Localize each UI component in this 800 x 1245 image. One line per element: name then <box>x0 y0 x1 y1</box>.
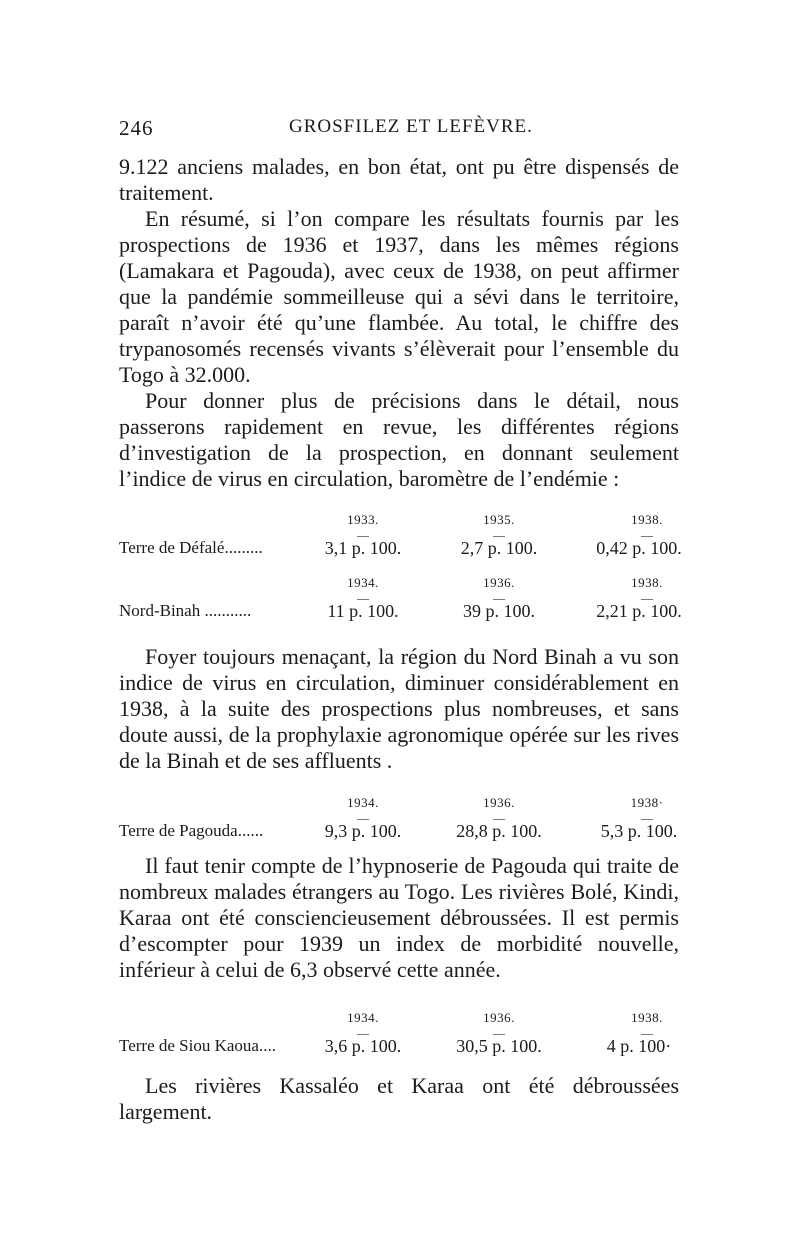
body-text-top <box>119 154 679 492</box>
year-label: 1936. <box>483 1010 515 1025</box>
paragraph-details: Pour donner plus de précisions dans le détail, nous passerons rapidement en revue, les différentes régions d’investigation de la prospection, en donnant seulement l’indice de virus en circulation, baromètre de l’endémie : <box>119 388 679 491</box>
table-row <box>119 821 679 845</box>
index-value: 39 p. 100. <box>463 601 535 621</box>
index-value: 2,7 p. 100. <box>460 538 538 558</box>
index-value: 28,8 p. 100. <box>456 821 542 841</box>
year-label: 1936. <box>483 795 515 810</box>
year-header <box>119 1010 679 1040</box>
table-pagouda <box>119 795 679 847</box>
year-label: 1938. <box>631 1010 663 1025</box>
year-dash: — <box>493 1026 505 1040</box>
region-label: Terre de Pagouda...... <box>119 821 264 840</box>
page-header <box>119 116 679 150</box>
table-siou-kaoua <box>119 1010 679 1062</box>
index-value: 2,21 p. 100. <box>596 601 682 621</box>
year-dash: — <box>641 1026 653 1040</box>
table-row <box>119 538 682 562</box>
index-value: 30,5 p. 100. <box>456 1036 542 1056</box>
year-label: 1938. <box>631 575 663 590</box>
year-header <box>119 512 679 542</box>
year-dash: — <box>641 811 653 825</box>
year-label: 1934. <box>347 795 379 810</box>
year-header <box>119 575 679 605</box>
table-defale <box>119 512 682 564</box>
year-header <box>119 795 679 825</box>
table-row <box>119 1036 679 1060</box>
page-number: 246 <box>119 116 154 140</box>
index-value: 11 p. 100. <box>327 601 399 621</box>
year-dash: — <box>641 528 653 542</box>
index-value: 0,42 p. 100. <box>596 538 682 558</box>
paragraph-continuation: 9.122 anciens malades, en bon état, ont pu être dispensés de traitement. <box>119 154 679 205</box>
region-label: Terre de Siou Kaoua.... <box>119 1036 276 1055</box>
index-value: 3,1 p. 100. <box>324 538 402 558</box>
year-label: 1935. <box>483 512 515 527</box>
body-text-final <box>119 1073 679 1125</box>
running-head: GROSFILEZ ET LEFÈVRE. <box>289 116 533 137</box>
paragraph-kassaleo: Les rivières Kassaléo et Karaa ont été débroussées largement. <box>119 1073 679 1124</box>
table-nord-binah <box>119 575 682 627</box>
year-dash: — <box>493 528 505 542</box>
year-label: 1934. <box>347 575 379 590</box>
year-dash: — <box>357 811 369 825</box>
year-dash: — <box>357 591 369 605</box>
region-label: Nord-Binah ........... <box>119 601 252 620</box>
index-value: 3,6 p. 100. <box>324 1036 402 1056</box>
paragraph-resume: En résumé, si l’on compare les résultats fournis par les prospections de 1936 et 1937, dans les mêmes régions (Lamakara et Pagouda), avec ceux de 1938, on peut affirmer que la pandémie sommeilleuse qui a sévi dans le territoire, paraît n’avoir été qu’une flambée. Au total, le chiffre des trypanosomés recensés vivants s’élèverait pour l’ensemble du Togo à 32.000. <box>119 206 679 387</box>
year-label: 1934. <box>347 1010 379 1025</box>
body-text-pagouda <box>119 853 679 983</box>
year-label: 1936. <box>483 575 515 590</box>
year-label: 1938. <box>631 512 663 527</box>
body-text-nord-binah <box>119 644 679 774</box>
year-label: 1938· <box>630 795 664 810</box>
paragraph-pagouda: Il faut tenir compte de l’hypnoserie de Pagouda qui traite de nombreux malades étrangers au Togo. Les rivières Bolé, Kindi, Karaa ont été consciencieusement débroussées. Il est permis d’escompter pour 1939 un index de morbidité nouvelle, inférieur à celui de 6,3 observé cette année. <box>119 853 679 982</box>
region-label: Terre de Défalé......... <box>119 538 263 557</box>
paragraph-nord-binah: Foyer toujours menaçant, la région du Nord Binah a vu son indice de virus en circulation, diminuer considérablement en 1938, à la suite des prospections plus nombreuses, et sans doute aussi, de la prophylaxie agronomique opérée sur les rives de la Binah et de ses affluents . <box>119 644 679 773</box>
year-dash: — <box>493 591 505 605</box>
index-value: 5,3 p. 100. <box>600 821 678 841</box>
year-dash: — <box>357 528 369 542</box>
index-value: 4 p. 100· <box>606 1036 672 1056</box>
index-value: 9,3 p. 100. <box>324 821 402 841</box>
year-label: 1933. <box>347 512 379 527</box>
year-dash: — <box>493 811 505 825</box>
year-dash: — <box>641 591 653 605</box>
table-row <box>119 601 682 625</box>
year-dash: — <box>357 1026 369 1040</box>
